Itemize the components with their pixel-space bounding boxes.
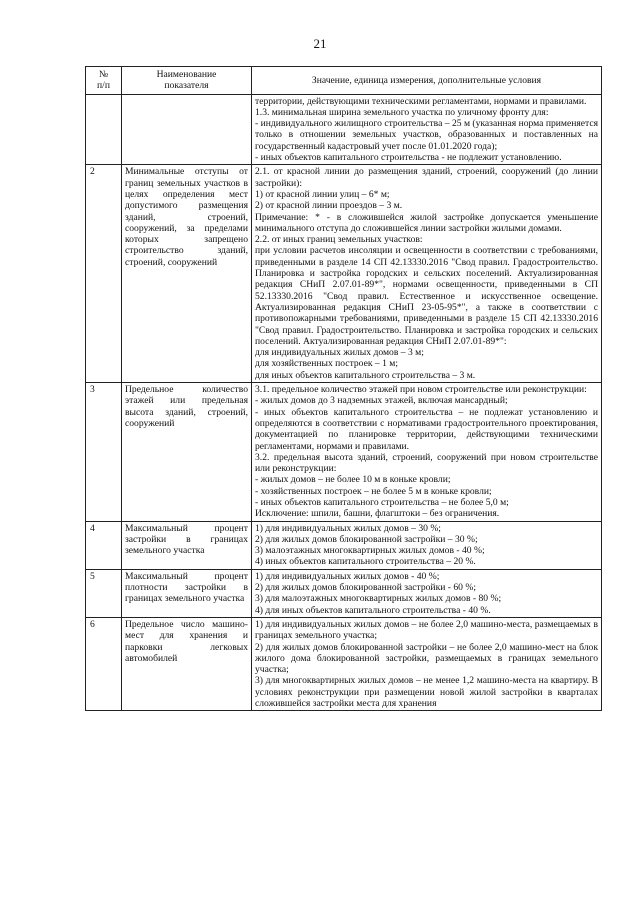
row-number <box>86 94 122 165</box>
value-line: 2.1. от красной линии до размещения зданий, строений, сооружений (до линии застройки): <box>255 166 598 189</box>
value-line: 1) от красной линии улиц – 6* м; <box>255 188 390 200</box>
value-line: - иных объектов капитального строительства - не подлежит установлению. <box>255 152 562 164</box>
header-name: Наименование показателя <box>122 67 252 95</box>
indicator-value <box>252 94 602 165</box>
row-number: 2 <box>86 165 122 383</box>
row-number: 4 <box>86 521 122 569</box>
row-number: 5 <box>86 569 122 617</box>
table-row <box>86 617 602 710</box>
header-num: № п/п <box>86 67 122 95</box>
indicator-value <box>252 521 602 569</box>
value-line: - жилых домов до 3 надземных этажей, включая мансардный; <box>255 395 508 407</box>
value-line: 1) для индивидуальных жилых домов - 40 %; <box>255 570 440 582</box>
value-line: 1) для индивидуальных жилых домов – не более 2,0 машино-места, размещаемых в границах земельного участка; <box>255 618 598 642</box>
row-number: 3 <box>86 383 122 522</box>
value-line: Исключение: шпили, башни, флагштоки – без ограничения. <box>255 508 500 520</box>
regulations-table <box>85 66 602 711</box>
value-line: 3.2. предельная высота зданий, строений, сооружений при новом строительстве или реконструкции: <box>255 451 598 475</box>
value-line: 3) для многоквартирных жилых домов – не менее 1,2 машино-места на квартиру. В условиях реконструкции при размещении новой жилой застройки в кварталах сложившейся застройки места для хранения <box>255 675 598 710</box>
value-line: Примечание: * - в сложившейся жилой застройке допускается уменьшение минимального отступа до сложившейся линии застройки жилыми домами. <box>255 211 598 234</box>
value-line: 4) для иных объектов капитального строительства - 40 %. <box>255 604 491 616</box>
indicator-value <box>252 617 602 710</box>
value-line: - иных объектов капитального строительства – не подлежат установлению и определяются в соответствии с нормативами градостроительного проектирования, документацией по планировке территории, действующими техническими регламентами, нормами и правилами. <box>255 406 598 452</box>
value-line: 2) для жилых домов блокированной застройки - 60 %; <box>255 582 477 594</box>
table-header-row <box>86 67 602 95</box>
value-line: 3) малоэтажных многоквартирных жилых домов - 40 %; <box>255 545 485 557</box>
indicator-value <box>252 383 602 522</box>
table-row <box>86 94 602 165</box>
table-row <box>86 383 602 522</box>
value-line: - иных объектов капитального строительства – не более 5,0 м; <box>255 496 509 508</box>
value-line: для индивидуальных жилых домов – 3 м; <box>255 347 424 359</box>
value-line: 2) для жилых домов блокированной застройки – не более 2,0 машино-мест на блок жилого дома блокированной застройки, размещаемых в границах земельного участка; <box>255 641 598 676</box>
indicator-name <box>122 94 252 165</box>
page-number: 21 <box>313 36 327 51</box>
value-line: 2.2. от иных границ земельных участков: <box>255 234 423 246</box>
value-line: для иных объектов капитального строительства – 3 м. <box>255 369 476 381</box>
value-line: 2) от красной линии проездов – 3 м. <box>255 200 403 212</box>
table-row <box>86 569 602 617</box>
value-line: для хозяйственных построек – 1 м; <box>255 358 399 370</box>
value-line: 3) для малоэтажных многоквартирных жилых домов - 80 %; <box>255 593 502 605</box>
value-line: - хозяйственных построек – не более 5 м в коньке кровли; <box>255 485 492 497</box>
value-line: при условии расчетов инсоляции и освещенности в соответствии с требованиями, приведенными в разделе 14 СП 42.13330.2016 "Свод правил. Градостроительство. Планировка и застройка городских и сельских поселений. Актуализированная редакция СНиП 2.07.01-89*", нормами освещенности, приведенными в СП 52.13330.2016 "Свод правил. Естественное и искусственное освещение. Актуализированная редакция СНиП 23-05-95*", а также в соответствии с противопожарными требованиями, приведенными в разделе 15 СП 42.13330.2016 "Свод правил. Градостроительство. Планировка и застройка городских и сельских поселений. Актуализированная редакция СНиП 2.07.01-89*": <box>255 245 598 347</box>
value-line: 3.1. предельное количество этажей при новом строительстве или реконструкции: <box>255 384 587 396</box>
value-line: - жилых домов – не более 10 м в коньке кровли; <box>255 474 451 486</box>
value-line: 1) для индивидуальных жилых домов – 30 %; <box>255 522 441 534</box>
header-value: Значение, единица измерения, дополнительные условия <box>252 67 602 95</box>
indicator-name: Максимальный процент плотности застройки в границах земельного участка <box>122 569 252 617</box>
value-line: территории, действующими техническими регламентами, нормами и правилами. <box>255 95 587 107</box>
indicator-name: Предельное число машино-мест для хранения и парковки легковых автомобилей <box>122 617 252 710</box>
indicator-name: Максимальный процент застройки в границах земельного участка <box>122 521 252 569</box>
indicator-value <box>252 165 602 383</box>
indicator-name: Минимальные отступы от границ земельных участков в целях определения мест допустимого размещения зданий, строений, сооружений, за пределами которых запрещено строительство зданий, строений, сооружений <box>122 165 252 383</box>
indicator-value <box>252 569 602 617</box>
table-row <box>86 165 602 383</box>
value-line: - индивидуального жилищного строительства – 25 м (указанная норма применяется только в отношении земельных участков, образованных и поставленных на государственный кадастровый учет после 01.01.2020 года); <box>255 118 598 152</box>
indicator-name: Предельное количество этажей или предельная высота зданий, строений, сооружений <box>122 383 252 522</box>
row-number: 6 <box>86 617 122 710</box>
value-line: 2) для жилых домов блокированной застройки – 30 %; <box>255 533 478 545</box>
table-row <box>86 521 602 569</box>
value-line: 4) иных объектов капитального строительства – 20 %. <box>255 556 476 568</box>
value-line: 1.3. минимальная ширина земельного участка по уличному фронту для: <box>255 106 549 118</box>
